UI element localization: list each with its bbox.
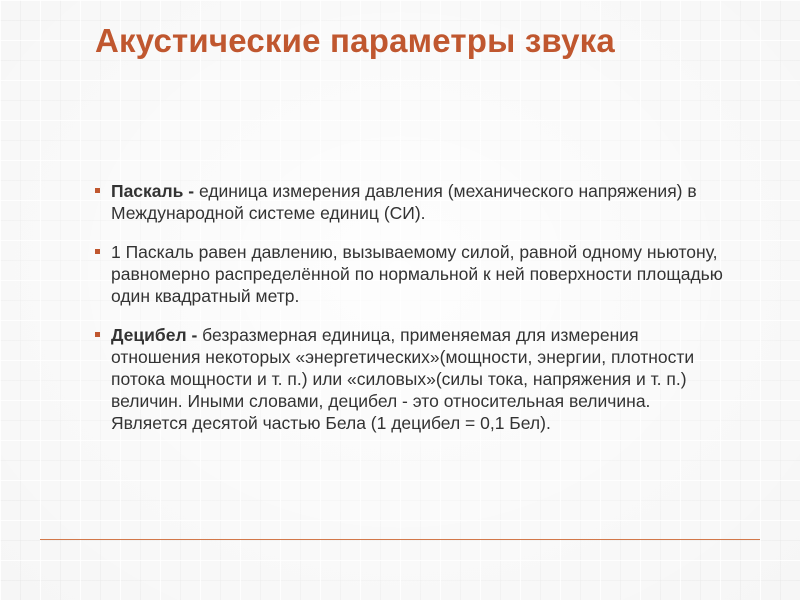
bullet-text: безразмерная единица, применяемая для измерения отношения некоторых «энергетических»(мощности, энергии, плотности потока мощности и т. п.) или «силовых»(силы тока, напряжения и т. п.) величин. Иными словами, децибел - это относительная величина. Является десятой частью Бела (1 децибел = 0,1 Бел).: [111, 325, 695, 433]
bullet-square-icon: [95, 332, 100, 337]
bullet-list: [95, 180, 725, 451]
bullet-term: Паскаль -: [111, 181, 199, 201]
bullet-square-icon: [95, 188, 100, 193]
bullet-text: 1 Паскаль равен давлению, вызываемому силой, равной одному ньютону, равномерно распределённой по нормальной к ней поверхности площадью один квадратный метр.: [111, 242, 723, 306]
footer-divider: [40, 539, 760, 540]
bullet-term: Децибел -: [111, 325, 203, 345]
bullet-item-pascal: [95, 180, 725, 224]
slide-title: Акустические параметры звука: [95, 22, 615, 59]
bullet-item-decibel: [95, 324, 725, 434]
bullet-text: единица измерения давления (механического напряжения) в Международной системе единиц (СИ).: [111, 181, 697, 223]
bullet-item-pascal-definition: [95, 241, 725, 307]
bullet-square-icon: [95, 249, 100, 254]
